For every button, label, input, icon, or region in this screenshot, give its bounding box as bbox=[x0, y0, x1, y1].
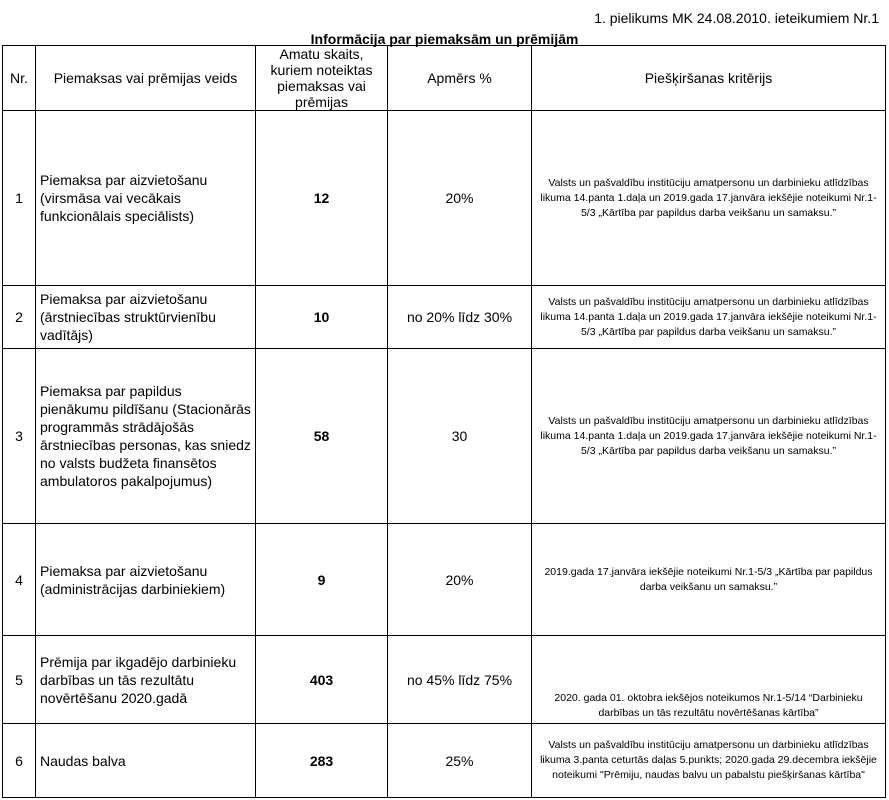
row-type: Prēmija par ikgadējo darbinieku darbības un tās rezultātu novērtēšanu 2020.gadā bbox=[36, 636, 256, 724]
annex-note: 1. pielikums MK 24.08.2010. ieteikumiem Nr.1 bbox=[594, 10, 879, 26]
header-type: Piemaksas vai prēmijas veids bbox=[36, 46, 256, 111]
page-title: Informācija par piemaksām un prēmijām bbox=[310, 31, 579, 47]
row-type: Piemaksa par aizvietošanu (ārstniecības struktūrvienību vadītājs) bbox=[36, 286, 256, 349]
row-criterion: Valsts un pašvaldību institūciju amatpersonu un darbinieku atlīdzības likuma 14.panta 1.daļa un 2019.gada 17.janvāra iekšējie noteikumi Nr.1-5/3 „Kārtība par papildus darba veikšanu un samaksu.” bbox=[532, 349, 886, 524]
row-amount: 30 bbox=[388, 349, 532, 524]
row-nr: 4 bbox=[3, 524, 36, 636]
row-amount: no 45% līdz 75% bbox=[388, 636, 532, 724]
table-row bbox=[3, 286, 886, 349]
table-header-row bbox=[3, 46, 886, 111]
table-row bbox=[3, 111, 886, 286]
row-amount: 25% bbox=[388, 724, 532, 798]
row-criterion: 2020. gada 01. oktobra iekšējos noteikumos Nr.1-5/14 “Darbinieku darbības un tās rezultātu novērtēšanas kārtība” bbox=[532, 636, 886, 724]
header-criterion: Piešķiršanas kritērijs bbox=[532, 46, 886, 111]
table-row bbox=[3, 524, 886, 636]
row-nr: 5 bbox=[3, 636, 36, 724]
table-row bbox=[3, 636, 886, 724]
row-type: Piemaksa par papildus pienākumu pildīšanu (Stacionārās programmās strādājošās ārstniecības personas, kas sniedz no valsts budžeta finansētos ambulatoros pakalpojumus) bbox=[36, 349, 256, 524]
row-criterion: 2019.gada 17.janvāra iekšējie noteikumi Nr.1-5/3 „Kārtība par papildus darba veikšanu un samaksu.” bbox=[532, 524, 886, 636]
row-amount: 20% bbox=[388, 524, 532, 636]
row-count: 283 bbox=[256, 724, 388, 798]
row-count: 10 bbox=[256, 286, 388, 349]
table-row bbox=[3, 349, 886, 524]
header-amount: Apmērs % bbox=[388, 46, 532, 111]
row-criterion: Valsts un pašvaldību institūciju amatpersonu un darbinieku atlīdzības likuma 14.panta 1.daļa un 2019.gada 17.janvāra iekšējie noteikumi Nr.1-5/3 „Kārtība par papildus darba veikšanu un samaksu.” bbox=[532, 286, 886, 349]
row-nr: 2 bbox=[3, 286, 36, 349]
row-count: 12 bbox=[256, 111, 388, 286]
allowances-table bbox=[2, 45, 886, 798]
header-count: Amatu skaits, kuriem noteiktas piemaksas vai prēmijas bbox=[256, 46, 388, 111]
row-amount: 20% bbox=[388, 111, 532, 286]
row-nr: 1 bbox=[3, 111, 36, 286]
row-amount: no 20% līdz 30% bbox=[388, 286, 532, 349]
row-criterion: Valsts un pašvaldību institūciju amatpersonu un darbinieku atlīdzības likuma 3.panta ceturtās daļas 5.punkts; 2020.gada 29.decembra iekšējie noteikumi "Prēmiju, naudas balvu un pabalstu piešķiršanas kārtība" bbox=[532, 724, 886, 798]
row-criterion: Valsts un pašvaldību institūciju amatpersonu un darbinieku atlīdzības likuma 14.panta 1.daļa un 2019.gada 17.janvāra iekšējie noteikumi Nr.1-5/3 „Kārtība par papildus darba veikšanu un samaksu.” bbox=[532, 111, 886, 286]
row-nr: 6 bbox=[3, 724, 36, 798]
row-type: Piemaksa par aizvietošanu (virsmāsa vai vecākais funkcionālais speciālists) bbox=[36, 111, 256, 286]
row-count: 403 bbox=[256, 636, 388, 724]
row-count: 58 bbox=[256, 349, 388, 524]
row-nr: 3 bbox=[3, 349, 36, 524]
row-type: Piemaksa par aizvietošanu (administrācijas darbiniekiem) bbox=[36, 524, 256, 636]
table-row bbox=[3, 724, 886, 798]
row-type: Naudas balva bbox=[36, 724, 256, 798]
row-count: 9 bbox=[256, 524, 388, 636]
header-nr: Nr. bbox=[3, 46, 36, 111]
